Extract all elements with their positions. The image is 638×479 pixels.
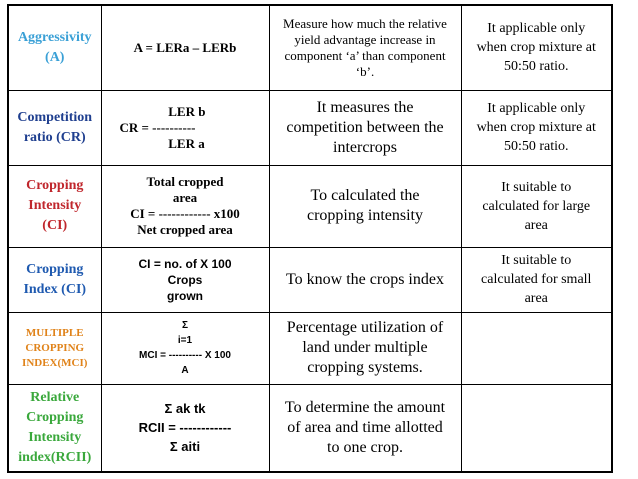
applicability-line: It suitable to: [501, 179, 572, 195]
formula-line: CR = ----------: [119, 119, 196, 135]
index-name-line: INDEX(MCI): [22, 356, 88, 369]
description-line: competition between the: [286, 118, 444, 136]
formula-line: LER a: [119, 135, 205, 151]
applicability-line: It applicable only: [487, 101, 586, 116]
table-row: [8, 312, 612, 384]
index-name-cell: [8, 312, 101, 384]
applicability-line: It applicable only: [487, 21, 586, 37]
index-name-line: CROPPING: [25, 341, 85, 354]
index-name-line: Cropping: [26, 409, 84, 425]
index-name-cell: [8, 247, 101, 312]
applicability-line: 50:50 ratio.: [503, 139, 569, 154]
formula-cell: [101, 384, 269, 472]
description-cell: [269, 165, 461, 247]
description-line: cropping intensity: [307, 207, 423, 224]
applicability-cell: [461, 90, 612, 165]
formula-line: RCII = ------------: [138, 420, 232, 436]
index-name-line: (CI): [42, 218, 68, 233]
formula-line: Σ aiti: [169, 439, 201, 455]
applicability-line: area: [524, 217, 548, 233]
formula-line: A: [181, 365, 189, 376]
formula-line: Crops: [167, 272, 203, 287]
formula-cell: [101, 312, 269, 384]
description-cell: [269, 312, 461, 384]
index-name-cell: [8, 384, 101, 472]
description-line: yield advantage increase in: [294, 31, 436, 47]
index-name-cell: [8, 165, 101, 247]
applicability-line: when crop mixture at: [476, 40, 596, 56]
index-name-line: Cropping: [26, 178, 84, 193]
applicability-cell: [461, 5, 612, 90]
description-line: To know the crops index: [286, 270, 444, 288]
formula-line: Σ: [181, 320, 188, 331]
index-name-line: Index (CI): [23, 281, 87, 297]
applicability-line: area: [524, 291, 548, 306]
table-row: [8, 5, 612, 90]
index-name-line: Intensity: [28, 429, 82, 445]
formula-line: i=1: [177, 335, 193, 346]
index-name-line: Cropping: [26, 261, 84, 277]
index-name-line: Aggressivity: [17, 29, 92, 45]
index-name-line: Relative: [30, 389, 80, 405]
formula-line: CI = no. of X 100: [138, 256, 232, 271]
applicability-cell: [461, 165, 612, 247]
applicability-line: calculated for large: [482, 198, 591, 214]
description-line: cropping systems.: [307, 359, 423, 376]
description-line: intercrops: [333, 138, 397, 156]
description-line: land under multiple: [302, 339, 428, 356]
formula-line: area: [172, 190, 198, 205]
index-name-line: (A): [45, 49, 65, 65]
formula-line: LER b: [119, 103, 206, 119]
formula-cell: [101, 247, 269, 312]
formula-line: Net cropped area: [137, 222, 233, 237]
formula-line: grown: [167, 288, 203, 303]
formula-line: Σ ak tk: [164, 401, 206, 417]
description-line: Measure how much the relative: [283, 15, 447, 31]
applicability-line: 50:50 ratio.: [503, 59, 569, 75]
formula-line: CI = ------------ x100: [130, 206, 240, 221]
applicability-line: when crop mixture at: [476, 120, 596, 135]
table-row: [8, 247, 612, 312]
description-line: to one crop.: [327, 438, 403, 456]
formula-line: Total cropped: [146, 174, 224, 189]
table-row: [8, 384, 612, 472]
index-name-line: Intensity: [28, 198, 82, 213]
index-name-cell: [8, 90, 101, 165]
applicability-cell: [461, 247, 612, 312]
formula-cell: [101, 90, 269, 165]
applicability-line: calculated for small: [481, 272, 592, 287]
table-row: [8, 165, 612, 247]
description-line: To determine the amount: [284, 398, 446, 416]
description-line: It measures the: [316, 98, 414, 116]
description-cell: [269, 384, 461, 472]
applicability-line: It suitable to: [501, 253, 572, 268]
applicability-cell: [461, 384, 612, 472]
formula-cell: [101, 5, 269, 90]
indices-table: [7, 4, 613, 473]
formula-line: A = LERa – LERb: [133, 39, 237, 55]
description-cell: [269, 90, 461, 165]
index-name-line: ratio (CR): [23, 129, 86, 145]
applicability-cell: [461, 312, 612, 384]
formula-cell: [101, 165, 269, 247]
description-cell: [269, 5, 461, 90]
description-cell: [269, 247, 461, 312]
description-line: of area and time allotted: [287, 418, 443, 436]
index-name-line: index(RCII): [18, 449, 92, 465]
description-line: Percentage utilization of: [286, 319, 444, 336]
description-line: To calculated the: [310, 187, 420, 204]
index-name-cell: [8, 5, 101, 90]
table-row: [8, 90, 612, 165]
formula-line: MCI = ---------- X 100: [139, 350, 231, 361]
index-name-line: Competition: [17, 109, 93, 125]
index-name-line: MULTIPLE: [25, 326, 84, 339]
description-line: component ‘a’ than component: [284, 47, 446, 63]
description-line: ‘b’.: [355, 63, 375, 79]
